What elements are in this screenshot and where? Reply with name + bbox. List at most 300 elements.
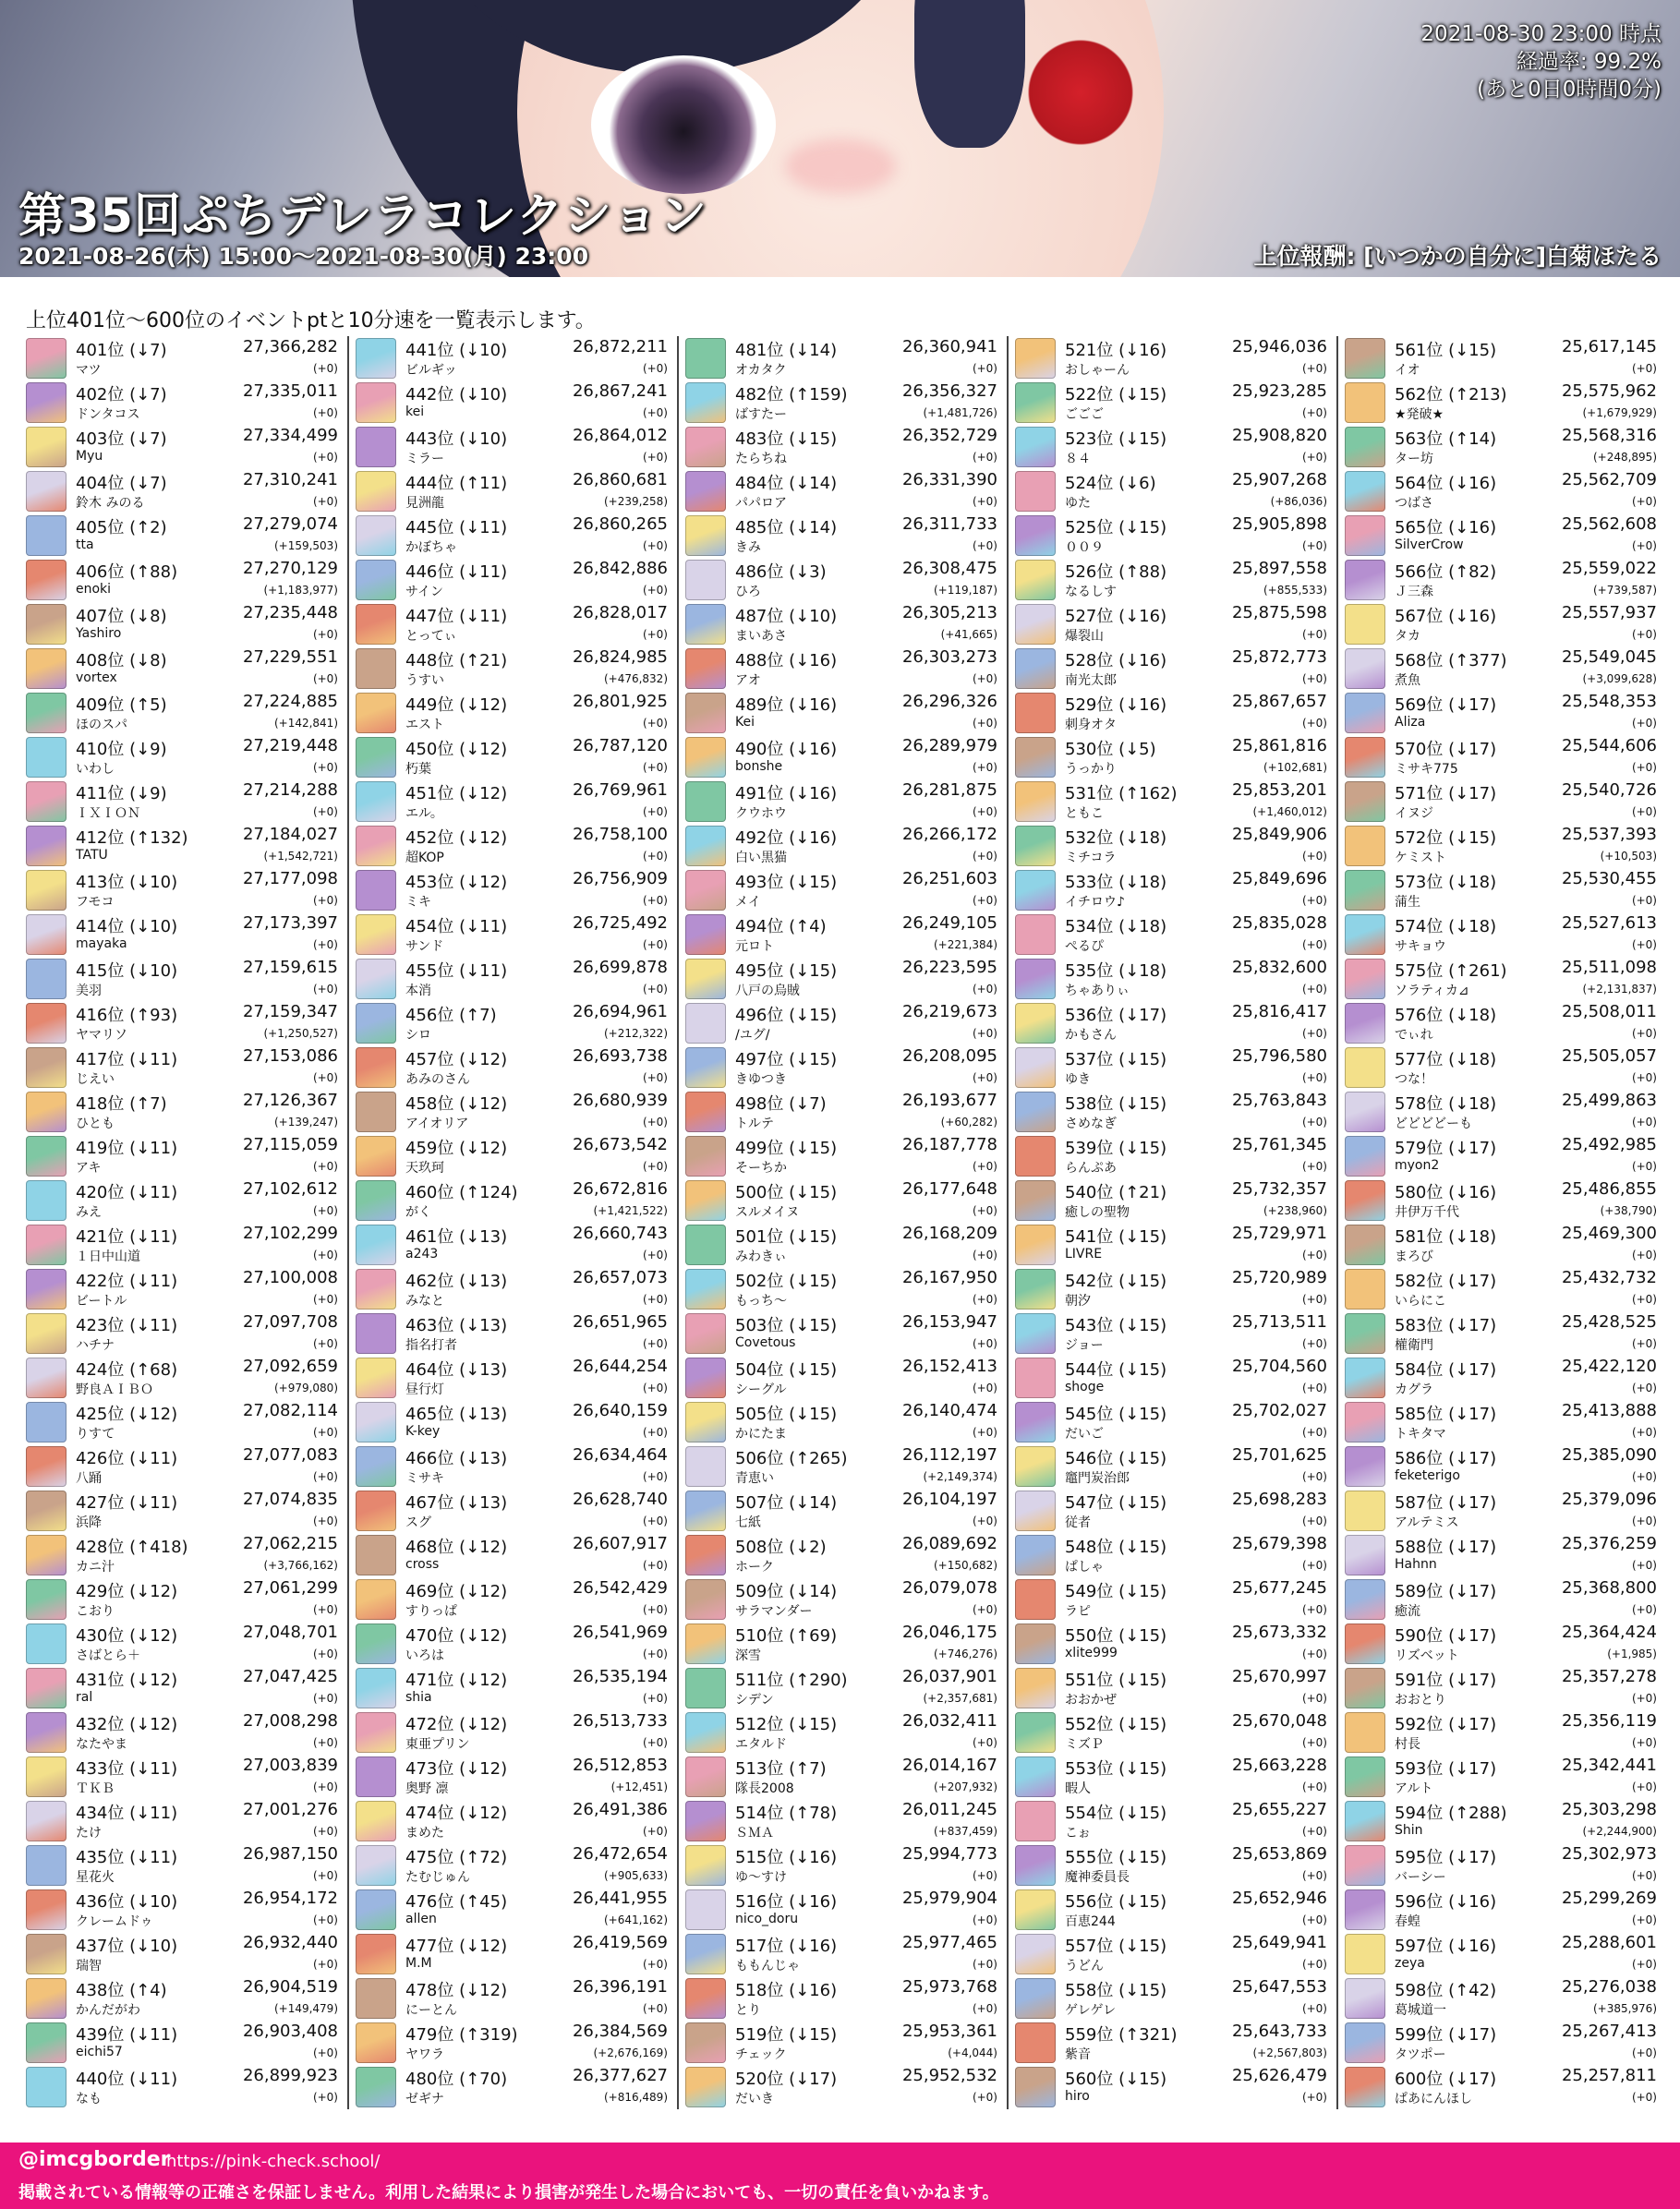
event-points: 25,557,937 [1561,603,1657,622]
ranking-row [1345,1843,1661,1888]
user-name: みわきぃ [735,1249,787,1264]
event-points: 27,279,074 [242,514,338,534]
event-points: 26,441,955 [572,1889,668,1908]
event-points: 26,542,429 [572,1578,668,1598]
ranking-row [26,1666,342,1710]
user-avatar [1345,1845,1385,1886]
ranking-grid [26,336,1662,2109]
user-avatar [685,1003,726,1044]
ten-minute-speed: (+0) [972,1958,997,1971]
user-name: ミチコラ [1065,851,1117,865]
event-points: 25,385,090 [1561,1445,1657,1465]
user-name: 奥野 凛 [405,1781,449,1796]
event-points: 26,153,947 [901,1312,997,1332]
ten-minute-speed: (+0) [312,362,338,375]
ranking-row [26,1178,342,1223]
ranking-row [26,1489,342,1533]
user-avatar [26,427,66,467]
ranking-row [685,691,1001,735]
user-avatar [1345,959,1385,999]
rank-label: 600位 (↓17) [1395,2070,1497,2089]
rank-label: 473位 (↓12) [405,1759,508,1779]
user-avatar [1015,1358,1056,1398]
ten-minute-speed: (+0) [642,1160,668,1173]
user-name: かぼちゃ [405,540,457,555]
ten-minute-speed: (+0) [642,1426,668,1439]
event-points: 26,193,677 [901,1091,997,1110]
user-avatar [1015,781,1056,822]
rank-label: 577位 (↓18) [1395,1050,1497,1069]
rank-label: 457位 (↓12) [405,1050,508,1069]
event-points: 25,816,417 [1231,1002,1327,1021]
user-avatar [685,959,726,999]
ten-minute-speed: (+0) [972,1160,997,1173]
ranking-row [685,1489,1001,1533]
user-name: nico_doru [735,1912,799,1926]
user-name: さめなぎ [1065,1117,1117,1131]
ten-minute-speed: (+0) [972,1426,997,1439]
event-points: 25,653,869 [1231,1844,1327,1864]
ranking-row [1015,1799,1331,1843]
event-points: 26,168,209 [901,1224,997,1243]
user-name: きみ [735,540,761,555]
user-avatar [1345,1491,1385,1531]
event-points: 26,251,603 [901,869,997,888]
user-avatar [1345,1668,1385,1708]
ten-minute-speed: (+0) [1631,1470,1657,1483]
user-avatar [1345,1535,1385,1575]
ranking-row [356,469,671,513]
ranking-row [356,336,671,380]
footer-handle[interactable]: @imcgborder [18,2148,171,2171]
user-name: a243 [405,1247,439,1261]
ranking-row [356,912,671,957]
rank-label: 504位 (↓15) [735,1360,838,1380]
user-name: ゆ〜すけ [735,1870,787,1885]
ranking-row [1015,336,1331,380]
user-avatar [1015,914,1056,955]
event-points: 27,003,839 [242,1756,338,1775]
footer-url[interactable]: https://pink-check.school/ [166,2152,381,2171]
ten-minute-speed: (+0) [972,1869,997,1882]
event-points: 26,903,408 [242,2022,338,2041]
event-points: 27,115,059 [242,1135,338,1154]
user-avatar [356,1358,396,1398]
user-name: ハチナ [76,1338,115,1353]
rank-label: 548位 (↓15) [1065,1538,1167,1557]
ten-minute-speed: (+119,187) [933,584,997,597]
rank-label: 419位 (↓11) [76,1139,178,1158]
event-points: 25,508,011 [1561,1002,1657,1021]
rank-label: 434位 (↓11) [76,1804,178,1823]
rank-label: 491位 (↓16) [735,784,838,803]
rank-label: 591位 (↓17) [1395,1671,1497,1690]
rank-label: 564位 (↓16) [1395,474,1497,493]
ranking-row [356,1400,671,1444]
event-points: 26,377,627 [572,2066,668,2085]
rank-label: 540位 (↑21) [1065,1183,1167,1202]
ten-minute-speed: (+0) [1301,1116,1327,1129]
ten-minute-speed: (+0) [1631,1293,1657,1306]
ranking-row [1015,779,1331,824]
ranking-row [685,1666,1001,1710]
ranking-row [356,735,671,779]
event-points: 25,867,657 [1231,692,1327,711]
user-avatar [356,1579,396,1620]
user-name: なも [76,2092,102,2106]
user-avatar [26,1756,66,1797]
user-avatar [26,914,66,955]
rank-label: 549位 (↓15) [1065,1582,1167,1601]
rank-label: 454位 (↓11) [405,917,508,936]
rank-label: 586位 (↓17) [1395,1449,1497,1468]
ten-minute-speed: (+0) [642,451,668,464]
event-points: 25,257,811 [1561,2066,1657,2085]
ranking-row [356,1045,671,1090]
event-points: 25,486,855 [1561,1179,1657,1199]
ranking-row [1015,469,1331,513]
ranking-row [1015,1976,1331,2021]
event-points: 27,001,276 [242,1800,338,1819]
ten-minute-speed: (+3,766,162) [263,1559,338,1572]
column-divider [347,336,349,2109]
rank-label: 461位 (↓13) [405,1227,508,1247]
user-name: ビルギッ [405,363,457,378]
user-avatar [1345,1978,1385,2019]
event-points: 27,159,347 [242,1002,338,1021]
rank-label: 487位 (↓10) [735,607,838,626]
ranking-row [356,1090,671,1134]
user-name: シデン [735,1693,774,1708]
ranking-row [26,735,342,779]
rank-label: 456位 (↑7) [405,1006,497,1025]
ranking-row [1015,1888,1331,1932]
user-name: 超KOP [405,851,444,865]
event-points: 26,860,265 [572,514,668,534]
status-progress: 経過率: 99.2% [1516,50,1662,74]
ten-minute-speed: (+0) [312,805,338,818]
ten-minute-speed: (+0) [312,938,338,951]
ten-minute-speed: (+0) [312,1426,338,1439]
rank-label: 571位 (↓17) [1395,784,1497,803]
user-name: アイオリア [405,1117,469,1131]
user-avatar [1015,1845,1056,1886]
rank-label: 520位 (↓17) [735,2070,838,2089]
ten-minute-speed: (+0) [972,894,997,907]
user-name: ぱしゃ [1065,1560,1104,1575]
user-name: 井伊万千代 [1395,1205,1459,1220]
ranking-row [1345,380,1661,425]
event-points: 26,223,595 [901,958,997,977]
rank-label: 598位 (↑42) [1395,1981,1497,2000]
user-avatar [1345,1313,1385,1354]
user-avatar [356,1756,396,1797]
user-name: 指名打者 [405,1338,457,1353]
user-avatar [1015,648,1056,689]
rank-label: 525位 (↓15) [1065,518,1167,537]
rank-label: 460位 (↑124) [405,1183,518,1202]
rank-label: 497位 (↓15) [735,1050,838,1069]
event-points: 26,787,120 [572,736,668,755]
user-avatar [685,737,726,778]
user-name: ビートル [76,1294,127,1309]
event-points: 25,908,820 [1231,426,1327,445]
ranking-row [1015,1090,1331,1134]
footer-disclaimer: 掲載されている情報等の正確さを保証しません。利用した結果により損害が発生した場合においても、一切の責任を負いかねます。 [18,2183,999,2203]
ten-minute-speed: (+0) [312,2046,338,2059]
ten-minute-speed: (+0) [1301,2091,1327,2104]
user-name: つばさ [1395,496,1433,511]
user-name: バーシー [1395,1870,1446,1885]
user-name: 美羽 [76,984,102,998]
user-avatar [26,826,66,866]
user-name: 癒しの聖物 [1065,1205,1130,1220]
rank-label: 455位 (↓11) [405,961,508,981]
ten-minute-speed: (+0) [1631,1692,1657,1705]
ten-minute-speed: (+0) [312,894,338,907]
event-points: 25,559,022 [1561,559,1657,578]
rank-label: 432位 (↓12) [76,1715,178,1734]
user-name: ＩＸＩＯＮ [76,806,140,821]
ranking-row [1345,1134,1661,1178]
event-points: 25,530,455 [1561,869,1657,888]
rank-label: 572位 (↓15) [1395,828,1497,848]
event-points: 25,875,598 [1231,603,1327,622]
ranking-row [356,1622,671,1666]
event-points: 25,649,941 [1231,1933,1327,1952]
ten-minute-speed: (+0) [642,1559,668,1572]
rank-label: 541位 (↓15) [1065,1227,1167,1247]
braid-shape [914,0,1025,148]
user-avatar [1015,693,1056,733]
event-points: 27,061,299 [242,1578,338,1598]
user-avatar [356,1491,396,1531]
user-avatar [1345,604,1385,645]
event-points: 26,824,985 [572,647,668,667]
ten-minute-speed: (+0) [312,495,338,508]
ten-minute-speed: (+0) [312,983,338,996]
user-avatar [685,1845,726,1886]
event-points: 27,366,282 [242,337,338,356]
ten-minute-speed: (+0) [1631,2091,1657,2104]
rank-label: 481位 (↓14) [735,341,838,360]
user-avatar [26,1402,66,1442]
ranking-row [356,1001,671,1045]
ranking-row [356,1134,671,1178]
user-avatar [1345,737,1385,778]
user-avatar [1015,1712,1056,1753]
rank-label: 475位 (↑72) [405,1848,508,1867]
ranking-column [356,336,671,2109]
event-points: 25,357,278 [1561,1667,1657,1686]
ten-minute-speed: (+0) [1631,1160,1657,1173]
event-points: 26,987,150 [242,1844,338,1864]
user-avatar [1345,382,1385,423]
event-points: 27,159,615 [242,958,338,977]
ranking-row [1345,1976,1661,2021]
user-avatar [1015,338,1056,379]
ranking-row [685,646,1001,691]
event-points: 26,932,440 [242,1933,338,1952]
event-points: 27,270,129 [242,559,338,578]
ranking-row [685,1001,1001,1045]
event-points: 27,224,885 [242,692,338,711]
user-name: 浜降 [76,1515,102,1530]
user-avatar [1015,1402,1056,1442]
rank-label: 414位 (↓10) [76,917,178,936]
ten-minute-speed: (+0) [642,1825,668,1838]
ranking-row [1345,1489,1661,1533]
ranking-row [1345,1045,1661,1090]
ranking-row [356,1223,671,1267]
user-name: ケミスト [1395,851,1446,865]
ten-minute-speed: (+0) [972,1337,997,1350]
rank-label: 594位 (↑288) [1395,1804,1507,1823]
ten-minute-speed: (+0) [972,1913,997,1926]
event-points: 26,899,923 [242,2066,338,2085]
rank-label: 501位 (↓15) [735,1227,838,1247]
ranking-row [26,380,342,425]
rank-label: 428位 (↑418) [76,1538,188,1557]
user-avatar [1345,1047,1385,1088]
rank-label: 506位 (↑265) [735,1449,848,1468]
user-avatar [26,1313,66,1354]
ranking-row [1345,336,1661,380]
ten-minute-speed: (+0) [1301,1071,1327,1084]
ranking-row [685,425,1001,469]
user-avatar [1345,914,1385,955]
ten-minute-speed: (+0) [312,1913,338,1926]
user-name: すりっぱ [405,1604,457,1619]
user-name: myon2 [1395,1158,1440,1173]
user-name: Hahnn [1395,1557,1437,1572]
user-name: カグラ [1395,1382,1433,1397]
event-points: 26,535,194 [572,1667,668,1686]
ranking-row [685,602,1001,646]
event-points: 26,954,172 [242,1889,338,1908]
rank-label: 410位 (↓9) [76,740,167,759]
user-avatar [26,338,66,379]
rank-label: 562位 (↑213) [1395,385,1507,404]
ten-minute-speed: (+0) [1631,1071,1657,1084]
rank-label: 585位 (↓17) [1395,1405,1497,1424]
event-points: 25,647,553 [1231,1977,1327,1997]
ranking-row [685,1533,1001,1577]
ten-minute-speed: (+0) [312,1470,338,1483]
ten-minute-speed: (+0) [972,1027,997,1040]
user-name: さばとら＋ [76,1648,140,1663]
ten-minute-speed: (+855,533) [1263,584,1327,597]
user-avatar [356,1136,396,1177]
rank-label: 515位 (↓16) [735,1848,838,1867]
ranking-row [685,868,1001,912]
ranking-row [26,1267,342,1311]
user-name: イオ [1395,363,1420,378]
user-name: アオ [735,673,761,688]
event-points: 26,046,175 [901,1623,997,1642]
rank-label: 555位 (↓15) [1065,1848,1167,1867]
user-name: shoge [1065,1380,1105,1394]
user-name: いらにこ [1395,1294,1446,1309]
ranking-row [26,1134,342,1178]
event-points: 25,540,726 [1561,780,1657,800]
rank-label: 492位 (↓16) [735,828,838,848]
rank-label: 524位 (↓6) [1065,474,1156,493]
ten-minute-speed: (+0) [312,1736,338,1749]
ten-minute-speed: (+0) [1631,938,1657,951]
ten-minute-speed: (+0) [642,539,668,552]
status-remaining: (あと0日0時間0分) [1477,78,1662,102]
rank-label: 557位 (↓15) [1065,1937,1167,1956]
user-name: フモコ [76,895,115,910]
event-points: 27,097,708 [242,1312,338,1332]
ten-minute-speed: (+0) [1301,894,1327,907]
event-points: 26,491,386 [572,1800,668,1819]
user-name: ソラティカ⊿ [1395,984,1469,998]
event-points: 25,548,353 [1561,692,1657,711]
ten-minute-speed: (+0) [642,406,668,419]
event-points: 25,368,800 [1561,1578,1657,1598]
user-name: bonshe [735,759,783,774]
user-avatar [1015,515,1056,556]
user-name: Aliza [1395,715,1426,730]
rank-label: 517位 (↓16) [735,1937,838,1956]
ten-minute-speed: (+0) [972,539,997,552]
user-name: ドンタコス [76,407,140,422]
ten-minute-speed: (+0) [1631,1869,1657,1882]
user-avatar [356,1934,396,1974]
user-name: tta [76,537,94,552]
rank-label: 451位 (↓12) [405,784,508,803]
user-avatar [1015,737,1056,778]
rank-label: 536位 (↓17) [1065,1006,1167,1025]
ten-minute-speed: (+816,489) [603,2091,668,2104]
user-name: 南光太郎 [1065,673,1117,688]
user-avatar [356,1845,396,1886]
rank-label: 440位 (↓11) [76,2070,178,2089]
user-name: スルメイヌ [735,1205,800,1220]
user-avatar [356,1535,396,1575]
rank-label: 582位 (↓17) [1395,1272,1497,1291]
user-avatar [1345,1801,1385,1841]
event-points: 27,235,448 [242,603,338,622]
event-points: 26,356,327 [901,381,997,401]
user-name: ミサキ775 [1395,762,1458,777]
ten-minute-speed: (+746,276) [933,1648,997,1660]
user-name: みえ [76,1205,102,1220]
user-avatar [1015,1225,1056,1265]
ten-minute-speed: (+159,503) [273,539,338,552]
user-name: でぃれ [1395,1028,1433,1043]
user-avatar [26,1801,66,1841]
event-points: 26,758,100 [572,825,668,844]
rank-label: 433位 (↓11) [76,1759,178,1779]
event-points: 26,867,241 [572,381,668,401]
ten-minute-speed: (+0) [1301,1780,1327,1793]
ranking-row [356,1932,671,1976]
rank-label: 561位 (↓15) [1395,341,1497,360]
event-points: 26,640,159 [572,1401,668,1420]
ten-minute-speed: (+0) [642,717,668,730]
user-name: とり [735,2003,761,2018]
user-name: にーとん [405,2003,457,2018]
user-avatar [1015,1978,1056,2019]
ten-minute-speed: (+0) [1301,1648,1327,1660]
ten-minute-speed: (+0) [1631,805,1657,818]
rank-label: 570位 (↓17) [1395,740,1497,759]
ten-minute-speed: (+0) [972,1293,997,1306]
rank-label: 544位 (↓15) [1065,1360,1167,1380]
